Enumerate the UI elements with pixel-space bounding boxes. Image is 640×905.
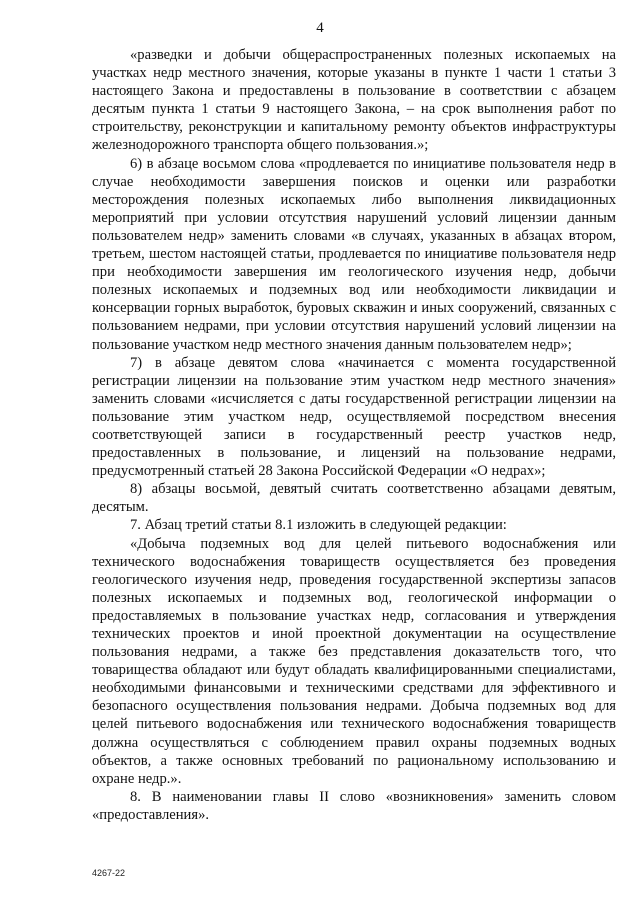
paragraph-section-7: 7. Абзац третий статьи 8.1 изложить в следующей редакции: (130, 517, 507, 534)
document-code: 4267-22 (92, 868, 126, 878)
paragraph-new-wording: «Добыча подземных вод для целей питьевого водоснабжения или технического водоснабжения товариществ осуществляется без проведения геологического изучения недр, проведения государственной экспертизы запасов полезных ископаемых и подземных вод, геологической информации о предоставляемых в пользование участках недр, согласования и утверждения технических проектов и иной проектной документации на осуществление пользования недрами, а также без представления доказательств того, что товарищества обладают или будут обладать квалифицированными специалистами, необходимыми финансовыми и техническими средствами для эффективного и безопасного осуществления пользования недрами. Добыча подземных вод для целей питьевого водоснабжения или технического водоснабжения товариществ должна осуществляться с соблюдением правил охраны подземных водных объектов, а также основных требований по рациональному использованию и охране недр.». (92, 535, 616, 787)
document-body (92, 46, 616, 824)
paragraph-item-6: 6) в абзаце восьмом слова «продлевается по инициативе пользователя недр в случае необходимости завершения поисков и оценки или разработки месторождения полезных ископаемых либо выполнения ликвидационных мероприятий при условии отсутствия нарушений условий лицензии данным пользователем недр» заменить словами «в случаях, указанных в абзацах втором, третьем, шестом настоящей статьи, продлевается по инициативе пользователя недр при необходимости завершения им геологического изучения недр, добычи полезных ископаемых и подземных вод или необходимости ликвидации и консервации горных выработок, буровых скважин и иных сооружений, связанных с пользованием недрами, при условии отсутствия нарушений условий лицензии на пользование участком недр местного значения данным пользователем недр»; (92, 155, 616, 353)
paragraph-item-8: 8) абзацы восьмой, девятый считать соответственно абзацами девятым, десятым. (92, 481, 616, 516)
paragraph-item-7: 7) в абзаце девятом слова «начинается с момента государственной регистрации лицензии на пользование этим участком недр местного значения» заменить словами «исчисляется с даты государственной регистрации лицензии на пользование этим участком недр, осуществляемой посредством внесения соответствующей записи в государственный реестр участков недр, предоставленных в пользование, и лицензий на пользование недрами, предусмотренный статьей 28 Закона Российской Федерации «О недрах»; (92, 354, 616, 480)
paragraph-quote-continuation: «разведки и добычи общераспространенных полезных ископаемых на участках недр местного значения, которые указаны в пункте 1 части 1 статьи 3 настоящего Закона и предоставлены в пользование в соответствии с абзацем десятым пункта 1 статьи 9 настоящего Закона, – на срок выполнения работ по строительству, реконструкции и капитальному ремонту объектов инфраструктуры железнодорожного транспорта общего пользования.»; (92, 47, 616, 154)
paragraph-section-8: 8. В наименовании главы II слово «возникновения» заменить словом «предоставления». (92, 788, 616, 823)
page-number: 4 (316, 20, 324, 36)
